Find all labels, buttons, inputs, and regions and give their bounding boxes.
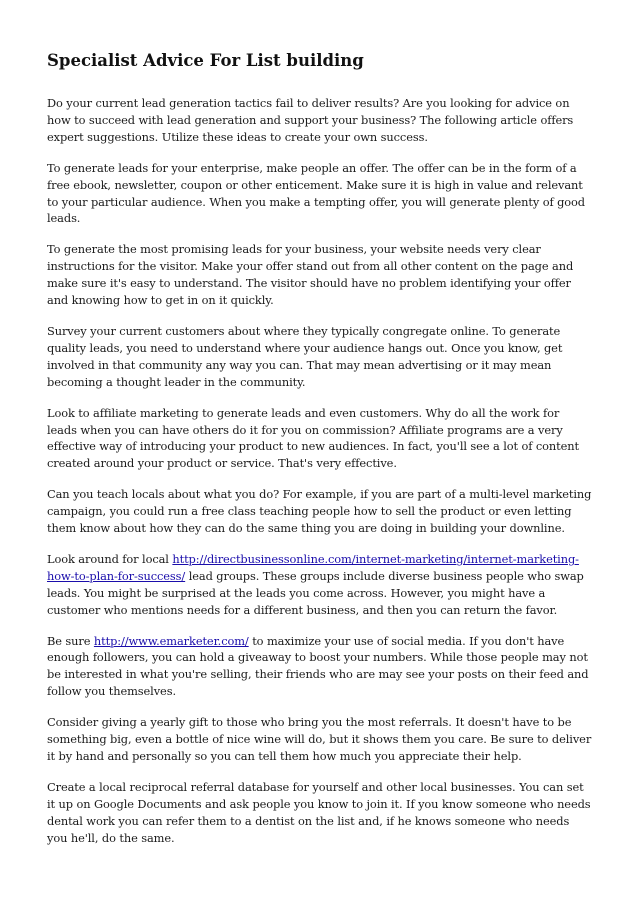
paragraph-5: Look to affiliate marketing to generate leads and even customers. Why do all the work for leads when you can have others do it for you on commission? Affiliate programs are a very effective way of introducing your product to new audiences. In fact, you'll see a lot of content created around your product or service. That's very effective. [47, 405, 579, 471]
directbusinessonline-link[interactable]: http://directbusinessonline.com/internet-marketing/internet-marketing-how-to-plan-for-success/ [47, 551, 579, 583]
document-title: Specialist Advice For List building [47, 51, 364, 70]
paragraph-7-before: Look around for local [47, 551, 173, 566]
paragraph-6: Can you teach locals about what you do? For example, if you are part of a multi-level marketing campaign, you could run a free class teaching people how to sell the product or even letting them know about how they can do the same thing you are doing in building your downline. [47, 487, 592, 536]
paragraph-8-before: Be sure [47, 633, 94, 648]
paragraph-8 [47, 633, 592, 701]
paragraph-7-after: lead groups. These groups include diverse business people who swap leads. You might be surprised at the leads you come across. However, you might have a customer who mentions needs for a different business, and then you can return the favor. [47, 568, 584, 617]
paragraph-8-after: to maximize your use of social media. If you don't have enough followers, you can hold a giveaway to boost your numbers. While those people may not be interested in what you're selling, their friends who are may see your posts on their feed and follow you themselves. [47, 633, 589, 699]
paragraph-7 [47, 551, 592, 619]
paragraph-2: To generate leads for your enterprise, make people an offer. The offer can be in the form of a free ebook, newsletter, coupon or other enticement. Make sure it is high in value and relevant to your particular audience. When you make a tempting offer, you will generate plenty of good leads. [47, 160, 585, 226]
paragraph-10: Create a local reciprocal referral database for yourself and other local businesses. You can set it up on Google Documents and ask people you know to join it. If you know someone who needs dental work you can refer them to a dentist on the list and, if he knows someone who needs you he'll, do the same. [47, 779, 591, 845]
emarketer-link[interactable]: http://www.emarketer.com/ [93, 633, 249, 648]
paragraph-9: Consider giving a yearly gift to those who bring you the most referrals. It doesn't have to be something big, even a bottle of nice wine will do, but it shows them you care. Be sure to deliver it by hand and personally so you can tell them how much you appreciate their help. [47, 715, 592, 763]
paragraph-4: Survey your current customers about where they typically congregate online. To generate quality leads, you need to understand where your audience hangs out. Once you know, get involved in that community any way you can. That may mean advertising or it may mean becoming a thought leader in the community. [47, 323, 563, 389]
paragraph-3: To generate the most promising leads for your business, your website needs very clear instructions for the visitor. Make your offer stand out from all other content on the page and make sure it's easy to understand. The visitor should have no problem identifying your offer and knowing how to get in on it quickly. [47, 242, 574, 308]
paragraph-1: Do your current lead generation tactics fail to deliver results? Are you looking for advice on how to succeed with lead generation and support your business? The following article offers expert suggestions. Utilize these ideas to create your own success. [47, 96, 574, 144]
